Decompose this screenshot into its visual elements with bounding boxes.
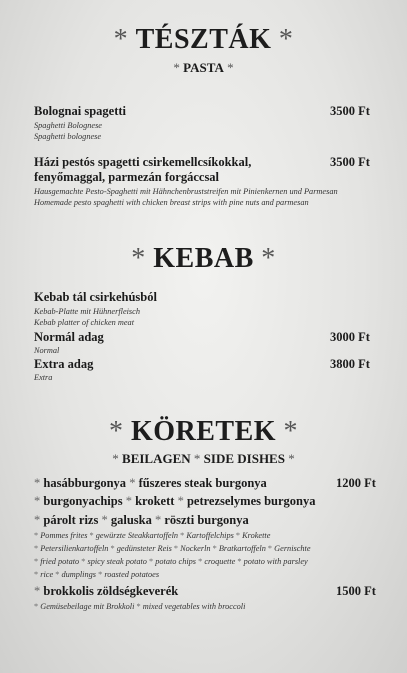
menu-item-desc: Kebab platter of chicken meat bbox=[34, 318, 134, 327]
sides-desc: * rice * dumplings * roasted potatoes bbox=[34, 570, 160, 579]
menu-item-desc: Homemade pesto spaghetti with chicken breast strips with pine nuts and parmesan bbox=[34, 198, 309, 207]
sides-desc: * Gemüsebeilage mit Brokkoli * mixed vegetables with broccoli bbox=[34, 602, 246, 611]
menu-item-name: Normál adag bbox=[34, 330, 104, 344]
menu-item-desc: Kebab-Platte mit Hühnerfleisch bbox=[34, 307, 140, 316]
menu-item-name: fenyőmaggal, parmezán forgáccsal bbox=[34, 170, 220, 184]
sides-desc: * Petersilienkartoffeln * gedünsteter Reis * Nockerln * Bratkartoffeln * Gernischte bbox=[34, 544, 311, 553]
kebab-title: * KEBAB * bbox=[131, 243, 276, 274]
menu-item-name: Kebab tál csirkehúsból bbox=[34, 290, 157, 304]
menu-item-price: 3500 Ft bbox=[330, 155, 370, 169]
sides-price: 1200 Ft bbox=[336, 476, 376, 490]
menu-item-desc: Hausgemachte Pesto-Spaghetti mit Hähnchenbruststreifen mit Pinienkernen und Parmesan bbox=[34, 187, 338, 196]
menu-item-desc: Spaghetti bolognese bbox=[34, 132, 102, 141]
menu-item-price: 3800 Ft bbox=[330, 357, 370, 371]
sides-line: * hasábburgonya * fűszeres steak burgonya bbox=[34, 476, 267, 490]
menu-item-price: 3000 Ft bbox=[330, 330, 370, 344]
sides-line: * burgonyachips * krokett * petrezselymes burgonya bbox=[34, 494, 316, 508]
menu-item-desc: Normal bbox=[34, 346, 60, 355]
menu-item-name: Bolognai spagetti bbox=[34, 104, 127, 118]
pasta-subtitle: * PASTA * bbox=[173, 60, 234, 75]
menu-item-desc: Extra bbox=[34, 373, 53, 382]
sides-price: 1500 Ft bbox=[336, 584, 376, 598]
sides-desc: * fried potato * spicy steak potato * potato chips * croquette * potato with parsley bbox=[34, 557, 308, 566]
sides-title: * KÖRETEK * bbox=[108, 416, 299, 447]
menu-item-desc: Spaghetti Bolognese bbox=[34, 121, 102, 130]
sides-line: * párolt rizs * galuska * röszti burgonya bbox=[34, 513, 249, 527]
menu-item-name: Extra adag bbox=[34, 357, 94, 371]
sides-subtitle: * BEILAGEN * SIDE DISHES * bbox=[112, 451, 295, 466]
pasta-title: * TÉSZTÁK * bbox=[113, 24, 294, 55]
menu-item-price: 3500 Ft bbox=[330, 104, 370, 118]
menu-item-name: Házi pestós spagetti csirkemellcsíkokkal, bbox=[34, 155, 252, 169]
sides-desc: * Pommes frites * gewürzte Steakkartoffeln * Kartoffelchips * Krokette bbox=[34, 531, 271, 540]
sides-line: * brokkolis zöldségkeverék bbox=[34, 584, 179, 598]
